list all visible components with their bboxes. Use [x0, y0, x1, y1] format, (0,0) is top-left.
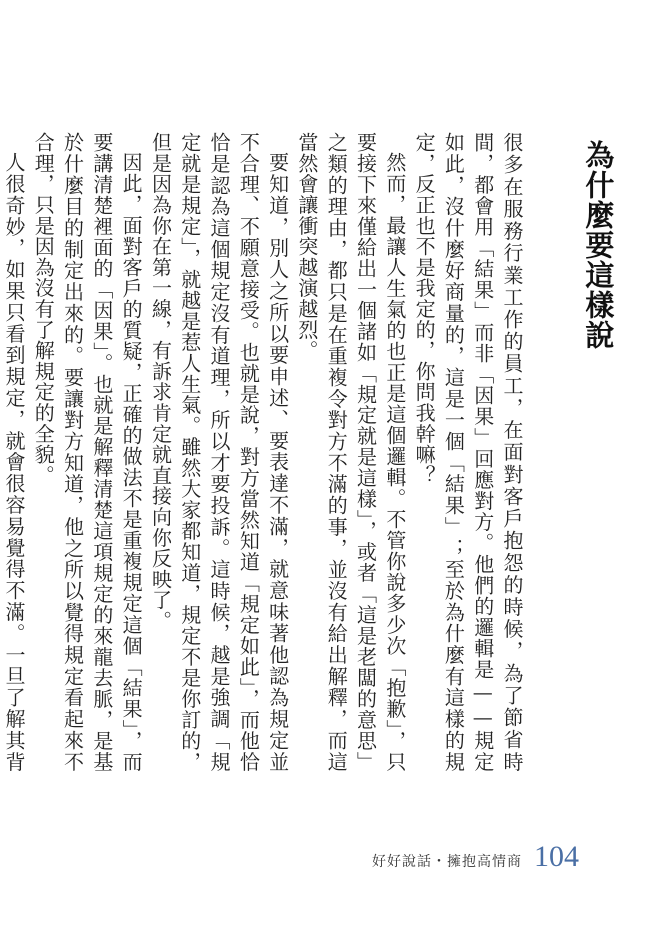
body-text — [1, 132, 526, 772]
page-number: 104 — [534, 840, 579, 873]
page-footer — [372, 840, 579, 874]
paragraph: 然而，最讓人生氣的也正是這個邏輯。不管你說多少次「抱歉」，只要接下來僅給出一個諸如「規定就是這樣」，或者「這是老闆的意思」之類的理由，都只是在重複令對方不滿的事，並沒有給出解釋，而這當然會讓衝突越演越烈。 — [294, 132, 407, 772]
paragraph: 很多在服務行業工作的員工，在面對客戶抱怨的時候，為了節省時間，都會用「結果」而非「因果」回應對方。他們的邏輯是——規定如此，沒什麼好商量的，這是一個「結果」；至於為什麼有這樣的規定，反正也不是我定的，你問我幹嘛？ — [412, 132, 524, 772]
section-heading: 為什麼要這樣說 — [581, 140, 616, 350]
paragraph: 人很奇妙，如果只看到規定，就會很容易覺得不滿。一旦了解其背 — [1, 152, 26, 772]
running-head: 好好說話・擁抱高情商 — [372, 854, 522, 870]
paragraph: 要知道，別人之所以要申述、要表達不滿，就意味著他認為規定並不合理、不願意接受。也就是說，對方當然知道「規定如此」，而他恰恰是認為這個規定沒有道理，所以才要投訴。這時候，越是強調「規定就是規定」，就越是惹人生氣。雖然大家都知道，規定不是你訂的，但是因為你在第一線，有訴求肯定就直接向你反映了。 — [148, 132, 290, 772]
paragraph: 因此，面對客戶的質疑，正確的做法不是重複規定這個「結果」，而要講清楚裡面的「因果」。也就是解釋清楚這項規定的來龍去脈，是基於什麼目的制定出來的。要讓對方知道，他之所以覺得規定看起來不合理，只是因為沒有了解規定的全貌。 — [31, 132, 144, 772]
